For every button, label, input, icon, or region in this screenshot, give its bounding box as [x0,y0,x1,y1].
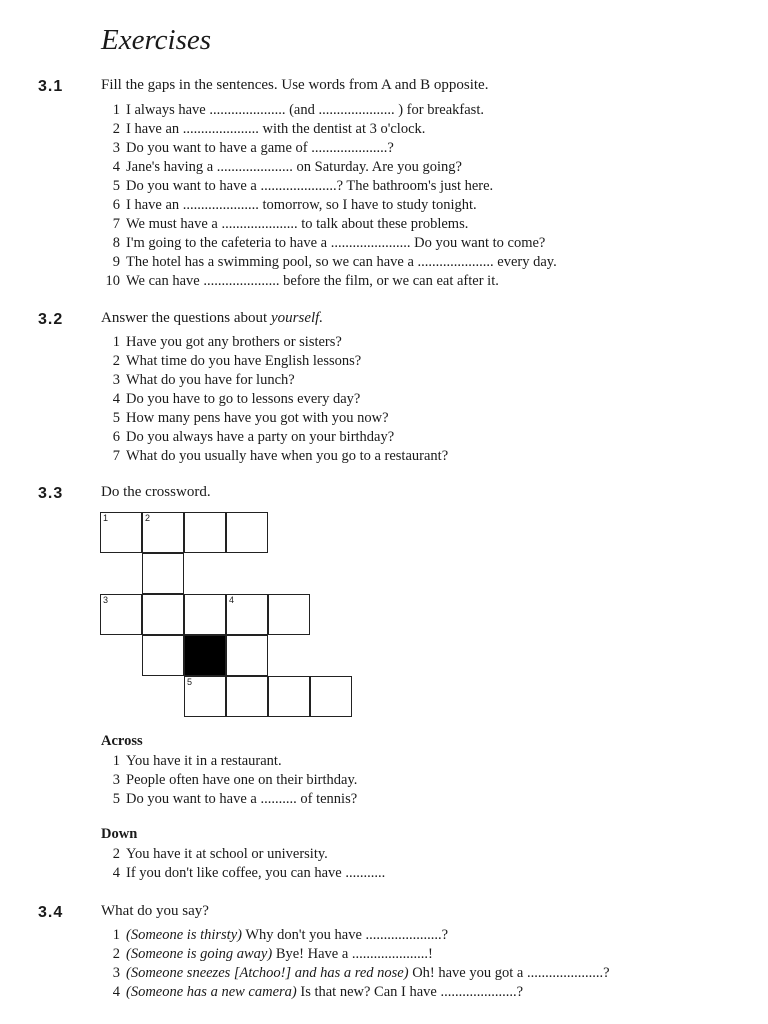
exercise-list-3-1 [104,101,557,291]
list-item: 4 Do you have to go to lessons every day? [112,391,361,407]
list-item: 6 I have an ..................... tomorrow, so I have to study tonight. [112,197,477,213]
list-item: 2 (Someone is going away) Bye! Have a .....................! [112,946,433,962]
list-item: 4 If you don't like coffee, you can have ........... [112,865,386,881]
crossword-cell[interactable] [142,594,184,635]
list-item: 9 The hotel has a swimming pool, so we can have a ..................... every day. [112,254,557,270]
across-heading: Across [101,733,143,749]
list-item: 3 People often have one on their birthday. [112,772,358,788]
list-item: 4 Jane's having a ..................... on Saturday. Are you going? [112,159,462,175]
list-item: 3 What do you have for lunch? [112,372,295,388]
list-item: 7 What do you usually have when you go to a restaurant? [112,448,449,464]
list-item: 2 You have it at school or university. [112,846,328,862]
crossword-cell[interactable] [268,594,310,635]
crossword-black-cell [184,635,226,676]
list-item: 10 We can have ..................... before the film, or we can eat after it. [105,273,499,289]
down-clues [104,845,385,883]
crossword-cell[interactable] [226,676,268,717]
section-instruction-3-4: What do you say? [101,903,209,919]
crossword-cell[interactable]: 1 [100,512,142,553]
crossword-cell[interactable] [226,635,268,676]
exercise-list-3-4 [104,926,610,1002]
list-item: 3 Do you want to have a game of .....................? [112,140,394,156]
list-item: 5 How many pens have you got with you now? [112,410,389,426]
section-number-3-2: 3.2 [38,311,64,328]
list-item: 1 (Someone is thirsty) Why don't you have .....................? [112,927,449,943]
list-item: 1 Have you got any brothers or sisters? [112,334,342,350]
section-instruction-3-3: Do the crossword. [101,484,211,500]
crossword-cell[interactable] [142,553,184,594]
list-item: 7 We must have a ..................... to talk about these problems. [112,216,469,232]
crossword-grid [100,512,360,717]
section-number-3-4: 3.4 [38,904,64,921]
crossword-cell[interactable] [268,676,310,717]
list-item: 2 I have an ..................... with the dentist at 3 o'clock. [112,121,426,137]
list-item: 1 You have it in a restaurant. [112,753,282,769]
crossword-cell[interactable]: 4 [226,594,268,635]
across-clues [104,752,357,809]
crossword-cell[interactable] [184,594,226,635]
crossword-cell[interactable]: 5 [184,676,226,717]
list-item: 5 Do you want to have a .......... of tennis? [112,791,358,807]
crossword-cell[interactable] [184,512,226,553]
page-title: Exercises [101,24,212,56]
list-item: 4 (Someone has a new camera) Is that new? Can I have .....................? [112,984,524,1000]
crossword-cell[interactable] [226,512,268,553]
list-item: 6 Do you always have a party on your birthday? [112,429,395,445]
list-item: 5 Do you want to have a .....................? The bathroom's just here. [112,178,494,194]
list-item: 1 I always have ..................... (and ..................... ) for breakfast. [112,102,484,118]
list-item: 2 What time do you have English lessons? [112,353,362,369]
list-item: 8 I'm going to the cafeteria to have a ...................... Do you want to come? [112,235,546,251]
crossword-cell[interactable] [142,635,184,676]
crossword-cell[interactable] [310,676,352,717]
down-heading: Down [101,826,138,842]
list-item: 3 (Someone sneezes [Atchoo!] and has a red nose) Oh! have you got a .....................? [112,965,610,981]
crossword-cell[interactable]: 2 [142,512,184,553]
section-instruction-3-2: Answer the questions about yourself. [101,310,324,326]
section-instruction-3-1: Fill the gaps in the sentences. Use words from A and B opposite. [101,77,489,93]
section-number-3-3: 3.3 [38,485,64,502]
crossword-cell[interactable]: 3 [100,594,142,635]
exercise-list-3-2 [104,333,448,466]
section-number-3-1: 3.1 [38,78,64,95]
